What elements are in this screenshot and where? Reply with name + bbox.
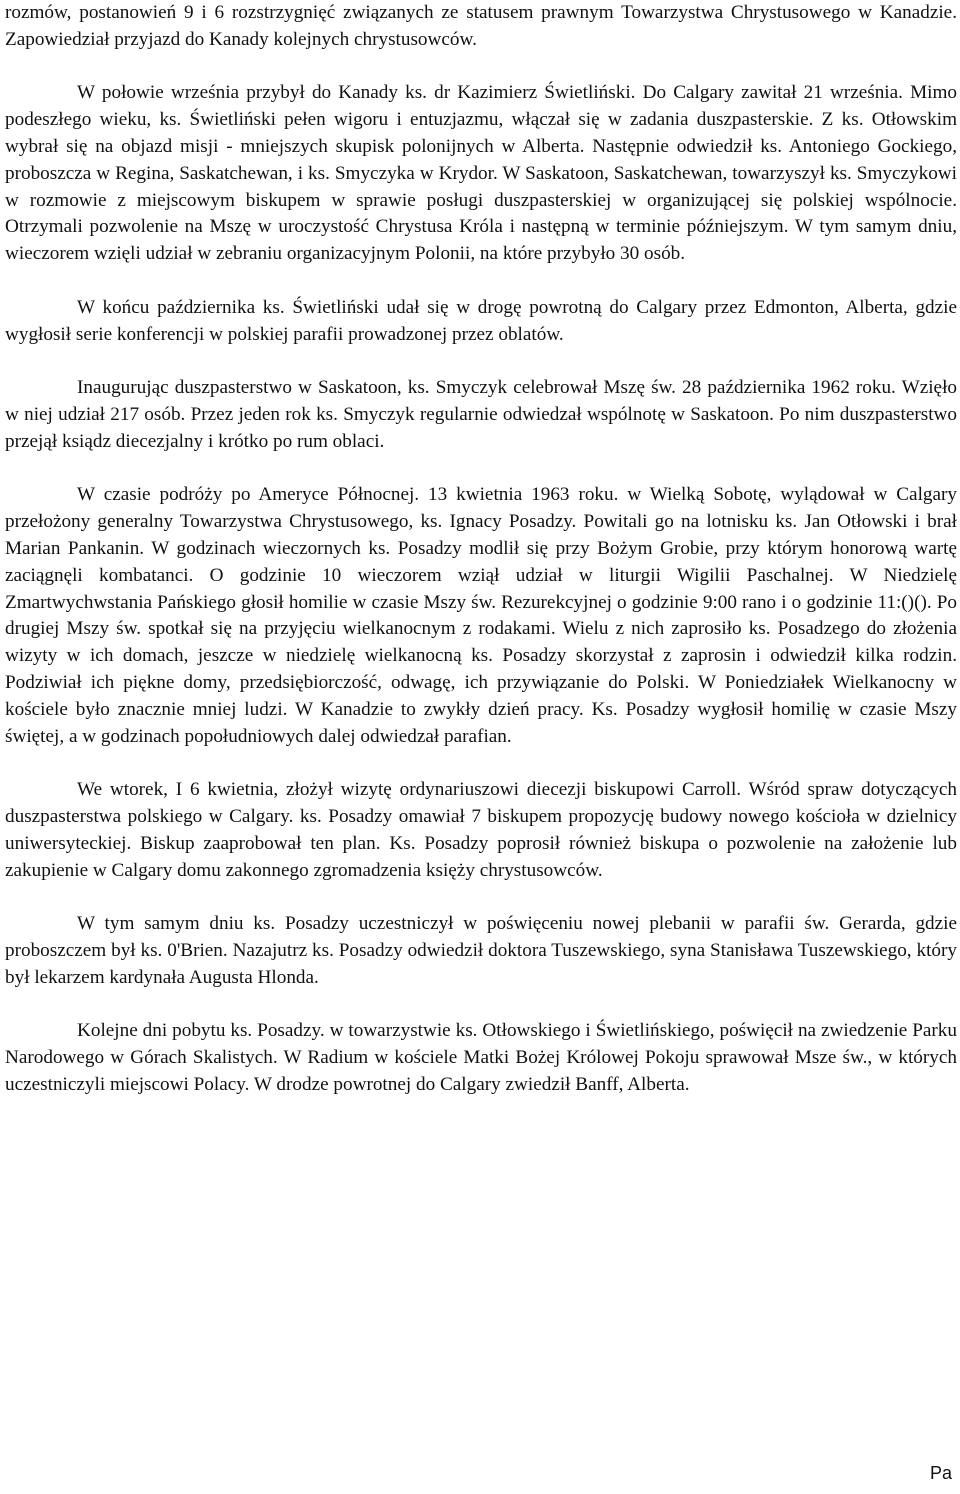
paragraph-6: We wtorek, I 6 kwietnia, złożył wizytę ordynariuszowi diecezji biskupowi Carroll. Wśród spraw dotyczących duszpasterstwa polskiego w Calgary. ks. Posadzy omawiał 7 biskupem propozycję budowy nowego kościoła w dzielnicy uniwersyteckiej. Biskup zaaprobował ten plan. Ks. Posadzy poprosił również biskupa o pozwolenie na założenie lub zakupienie w Calgary domu zakonnego zgromadzenia księży chrystusowców. [5,779,957,881]
paragraph-8: Kolejne dni pobytu ks. Posadzy. w towarzystwie ks. Otłowskiego i Świetlińskiego, poświęcił na zwiedzenie Parku Narodowego w Górach Skalistych. W Radium w kościele Matki Bożej Królowej Pokoju sprawował Msze św., w których uczestniczyli miejscowi Polacy. W drodze powrotnej do Calgary zwiedził Banff, Alberta. [5,1020,957,1095]
paragraph-2: W połowie września przybył do Kanady ks. dr Kazimierz Świetliński. Do Calgary zawitał 21 września. Mimo podeszłego wieku, ks. Świetliński pełen wigoru i entuzjazmu, włączał się w zadania duszpasterskie. Z ks. Otłowskim wybrał się na objazd misji - mniejszych skupisk polonijnych w Alberta. Następnie odwiedził ks. Antoniego Gockiego, proboszcza w Regina, Saskatchewan, i ks. Smyczyka w Krydor. W Saskatoon, Saskatchewan, towarzyszył ks. Smyczykowi w rozmowie z miejscowym biskupem w sprawie posługi duszpasterskiej w organizującej się polskiej wspólnocie. Otrzymali pozwolenie na Mszę w uroczystość Chrystusa Króla i następną w terminie późniejszym. W tym samym dniu, wieczorem wzięli udział w zebraniu organizacyjnym Polonii, na które przybyło 30 osób. [5,82,957,265]
paragraph-1: rozmów, postanowień 9 i 6 rozstrzygnięć związanych ze statusem prawnym Towarzystwa Chrystusowego w Kanadzie. Zapowiedział przyjazd do Kanady kolejnych chrystusowców. [5,2,957,50]
paragraph-5: W czasie podróży po Ameryce Północnej. 13 kwietnia 1963 roku. w Wielką Sobotę, wylądował w Calgary przełożony generalny Towarzystwa Chrystusowego, ks. Ignacy Posadzy. Powitali go na lotnisku ks. Jan Otłowski i brał Marian Pankanin. W godzinach wieczornych ks. Posadzy modlił się przy Bożym Grobie, przy którym honorową wartę zaciągnęli kombatanci. O godzinie 10 wieczorem wziął udział w liturgii Wigilii Paschalnej. W Niedzielę Zmartwychwstania Pańskiego głosił homilie w czasie Mszy św. Rezurekcyjnej o godzinie 9:00 rano i o godzinie 11:()(). Po drugiej Mszy św. spotkał się na przyjęciu wielkanocnym z rodakami. Wielu z nich zaprosiło ks. Posadzego do złożenia wizyty w ich domach, jeszcze w niedzielę wielkanocną ks. Posadzy skorzystał z zaprosin i odwiedził kilka rodzin. Podziwiał ich piękne domy, przedsiębiorczość, odwagę, ich przywiązanie do Polski. W Poniedziałek Wielkanocny w kościele było znacznie mniej ludzi. W Kanadzie to zwykły dzień pracy. Ks. Posadzy wygłosił homilię w czasie Mszy świętej, a w godzinach popołudniowych dalej odwiedzał parafian. [5,484,957,747]
paragraph-3: W końcu października ks. Świetliński udał się w drogę powrotną do Calgary przez Edmonton, Alberta, gdzie wygłosił serie konferencji w polskiej parafii prowadzonej przez oblatów. [5,296,957,345]
page-footer-text: Pa [929,1463,952,1483]
paragraph-4: Inaugurując duszpasterstwo w Saskatoon, ks. Smyczyk celebrował Mszę św. 28 października 1962 roku. Wzięło w niej udział 217 osób. Przez jeden rok ks. Smyczyk regularnie odwiedzał wspólnotę w Saskatoon. Po nim duszpasterstwo przejął ksiądz diecezjalny i krótko po rum oblaci. [5,377,957,452]
document-body [5,0,957,1125]
paragraph-7: W tym samym dniu ks. Posadzy uczestniczył w poświęceniu nowej plebanii w parafii św. Gerarda, gdzie proboszczem był ks. 0'Brien. Nazajutrz ks. Posadzy odwiedził doktora Tuszewskiego, syna Stanisława Tuszewskiego, który był lekarzem kardynała Augusta Hlonda. [5,913,957,988]
